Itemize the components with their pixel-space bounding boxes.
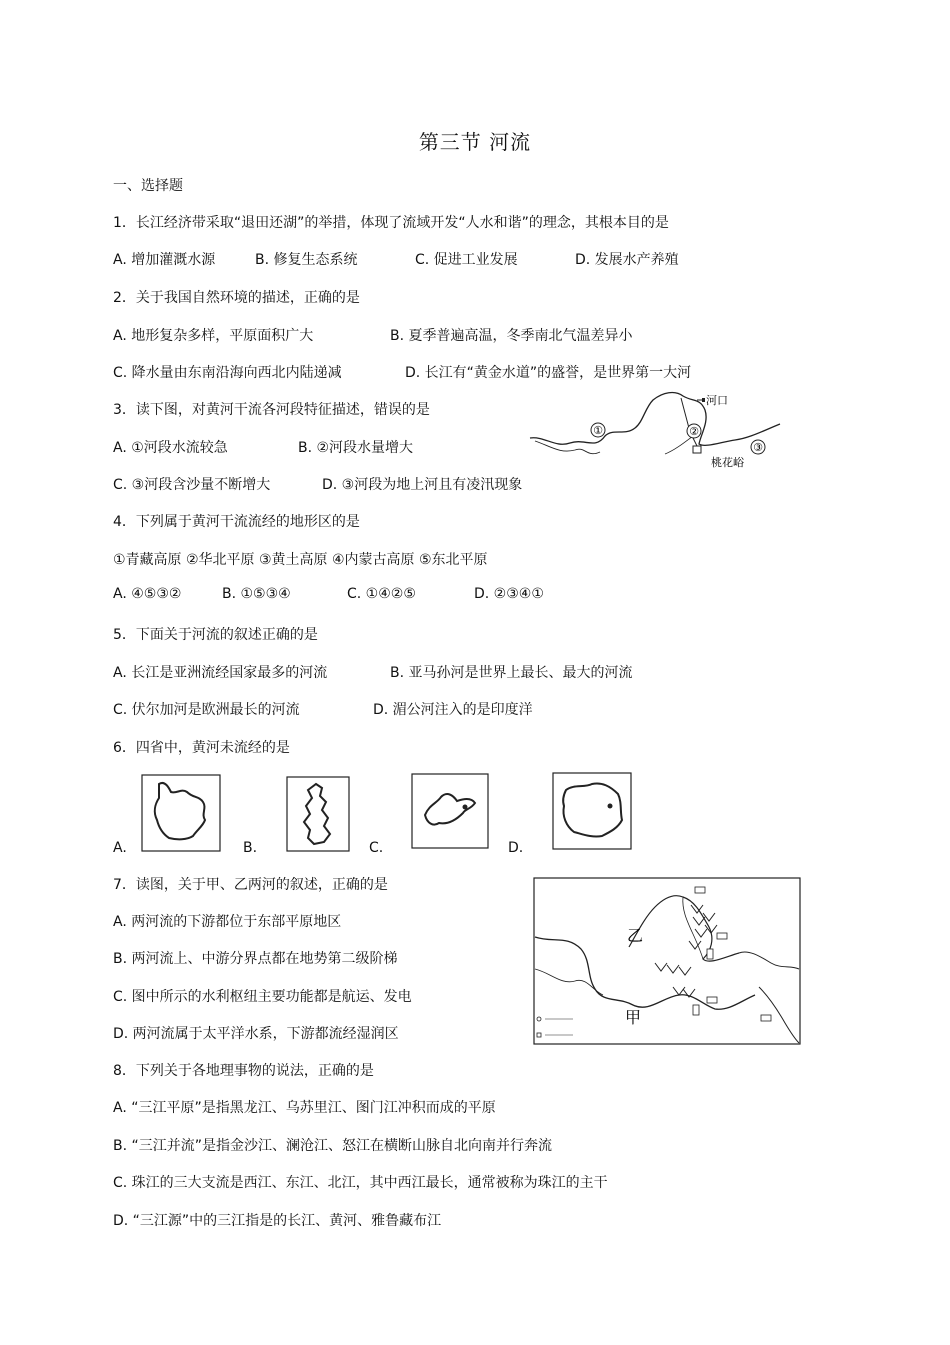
- q3-option-b: B. ②河段水量增大: [298, 440, 414, 456]
- q4-option-c: C. ①④②⑤: [347, 586, 416, 602]
- map-marker-3: ③: [753, 441, 763, 454]
- q2-option-d: D. 长江有“黄金水道”的盛誉，是世界第一大河: [405, 365, 692, 381]
- map-label-jia: 甲: [625, 1008, 642, 1027]
- q3-option-d: D. ③河段为地上河且有凌汛现象: [322, 477, 523, 493]
- q3-option-c: C. ③河段含沙量不断增大: [113, 477, 271, 493]
- q6-stem: 6．四省中，黄河未流经的是: [113, 740, 290, 756]
- q4-option-d: D. ②③④①: [474, 586, 544, 602]
- q3-option-a: A. ①河段水流较急: [113, 440, 228, 456]
- section-heading: 一、选择题: [113, 178, 183, 194]
- q3-stem: 3．读下图，对黄河干流各河段特征描述，错误的是: [113, 402, 430, 418]
- map-label-yi: 乙: [627, 926, 644, 945]
- q7-option-a: A. 两河流的下游都位于东部平原地区: [113, 914, 342, 930]
- page-title: 第三节 河流: [418, 130, 532, 154]
- q1-option-c: C. 促进工业发展: [415, 252, 518, 268]
- q8-option-c: C. 珠江的三大支流是西江、东江、北江，其中西江最长，通常被称为珠江的主干: [113, 1175, 608, 1191]
- q7-option-c: C. 图中所示的水利枢纽主要功能都是航运、发电: [113, 989, 412, 1005]
- q8-option-a: A. “三江平原”是指黑龙江、乌苏里江、图门江冲积而成的平原: [113, 1100, 496, 1116]
- q2-option-b: B. 夏季普遍高温，冬季南北气温差异小: [390, 328, 633, 344]
- q8-option-b: B. “三江并流”是指金沙江、澜沧江、怒江在横断山脉自北向南并行奔流: [113, 1138, 553, 1154]
- q7-stem: 7．读图，关于甲、乙两河的叙述，正确的是: [113, 877, 388, 893]
- province-map-a: [141, 774, 221, 856]
- q5-option-b: B. 亚马孙河是世界上最长、最大的河流: [390, 665, 633, 681]
- map-marker-1: ①: [593, 424, 603, 437]
- q5-stem: 5．下面关于河流的叙述正确的是: [113, 627, 318, 643]
- q2-stem: 2．关于我国自然环境的描述，正确的是: [113, 290, 360, 306]
- q4-landforms: ①青藏高原 ②华北平原 ③黄土高原 ④内蒙古高原 ⑤东北平原: [113, 552, 488, 568]
- q6-option-d: D.: [508, 840, 524, 856]
- q1-option-d: D. 发展水产养殖: [575, 252, 679, 268]
- q6-option-a: A.: [113, 840, 127, 856]
- map-label-taohuayu: 桃花峪: [711, 456, 744, 469]
- q1-stem: 1．长江经济带采取“退田还湖”的举措，体现了流域开发“人水和谐”的理念，其根本目的是: [113, 215, 669, 231]
- q5-option-a: A. 长江是亚洲流经国家最多的河流: [113, 665, 328, 681]
- q6-option-b: B.: [243, 840, 258, 856]
- q2-option-c: C. 降水量由东南沿海向西北内陆递减: [113, 365, 342, 381]
- q8-stem: 8．下列关于各地理事物的说法，正确的是: [113, 1063, 374, 1079]
- q4-stem: 4．下列属于黄河干流流经的地形区的是: [113, 514, 360, 530]
- q1-option-b: B. 修复生态系统: [255, 252, 358, 268]
- q4-option-a: A. ④⑤③②: [113, 586, 182, 602]
- q2-option-a: A. 地形复杂多样，平原面积广大: [113, 328, 314, 344]
- map-label-hekou: 河口: [706, 394, 728, 407]
- rivers-map: [533, 877, 801, 1049]
- map-marker-2: ②: [689, 425, 699, 438]
- q4-option-b: B. ①⑤③④: [222, 586, 291, 602]
- q5-option-d: D. 湄公河注入的是印度洋: [373, 702, 533, 718]
- province-map-c: [411, 773, 489, 853]
- q1-option-a: A. 增加灌溉水源: [113, 252, 216, 268]
- yellow-river-map: [525, 388, 785, 473]
- q7-option-b: B. 两河流上、中游分界点都在地势第二级阶梯: [113, 951, 398, 967]
- q7-option-d: D. 两河流属于太平洋水系，下游都流经湿润区: [113, 1026, 399, 1042]
- q6-option-c: C.: [369, 840, 384, 856]
- q8-option-d: D. “三江源”中的三江指是的长江、黄河、雅鲁藏布江: [113, 1213, 442, 1229]
- q5-option-c: C. 伏尔加河是欧洲最长的河流: [113, 702, 300, 718]
- province-map-d: [552, 772, 632, 854]
- province-map-b: [286, 776, 350, 856]
